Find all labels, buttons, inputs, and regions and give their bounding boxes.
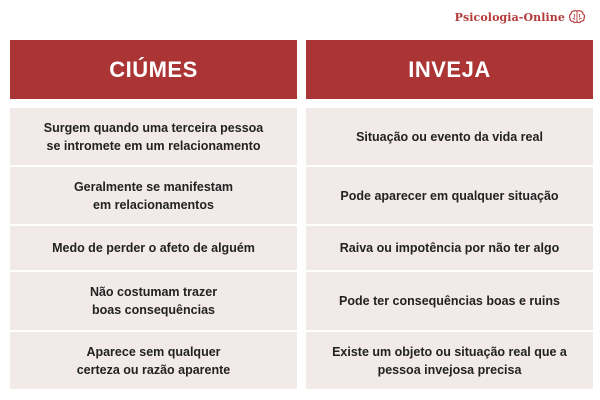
inveja-header: INVEJA	[306, 40, 593, 99]
ciumes-row: Surgem quando uma terceira pessoa se intromete em um relacionamento	[10, 108, 297, 167]
ciumes-row: Medo de perder o afeto de alguém	[10, 226, 297, 272]
ciumes-row: Geralmente se manifestam em relacionamentos	[10, 167, 297, 226]
ciumes-rows	[10, 108, 297, 389]
ciumes-header: CIÚMES	[10, 40, 297, 99]
brand-name: Psicologia-Online	[454, 10, 565, 24]
inveja-row: Raiva ou impotência por não ter algo	[306, 226, 593, 272]
inveja-row: Situação ou evento da vida real	[306, 108, 593, 167]
inveja-row: Existe um objeto ou situação real que a pessoa invejosa precisa	[306, 332, 593, 389]
brand-logo[interactable]	[455, 6, 586, 28]
ciumes-row: Não costumam trazer boas consequências	[10, 272, 297, 332]
inveja-column	[306, 40, 593, 389]
inveja-row: Pode ter consequências boas e ruins	[306, 272, 593, 332]
ciumes-column	[10, 40, 297, 389]
inveja-rows	[306, 108, 593, 389]
inveja-row: Pode aparecer em qualquer situação	[306, 167, 593, 226]
brain-icon	[568, 9, 586, 25]
ciumes-row: Aparece sem qualquer certeza ou razão aparente	[10, 332, 297, 389]
